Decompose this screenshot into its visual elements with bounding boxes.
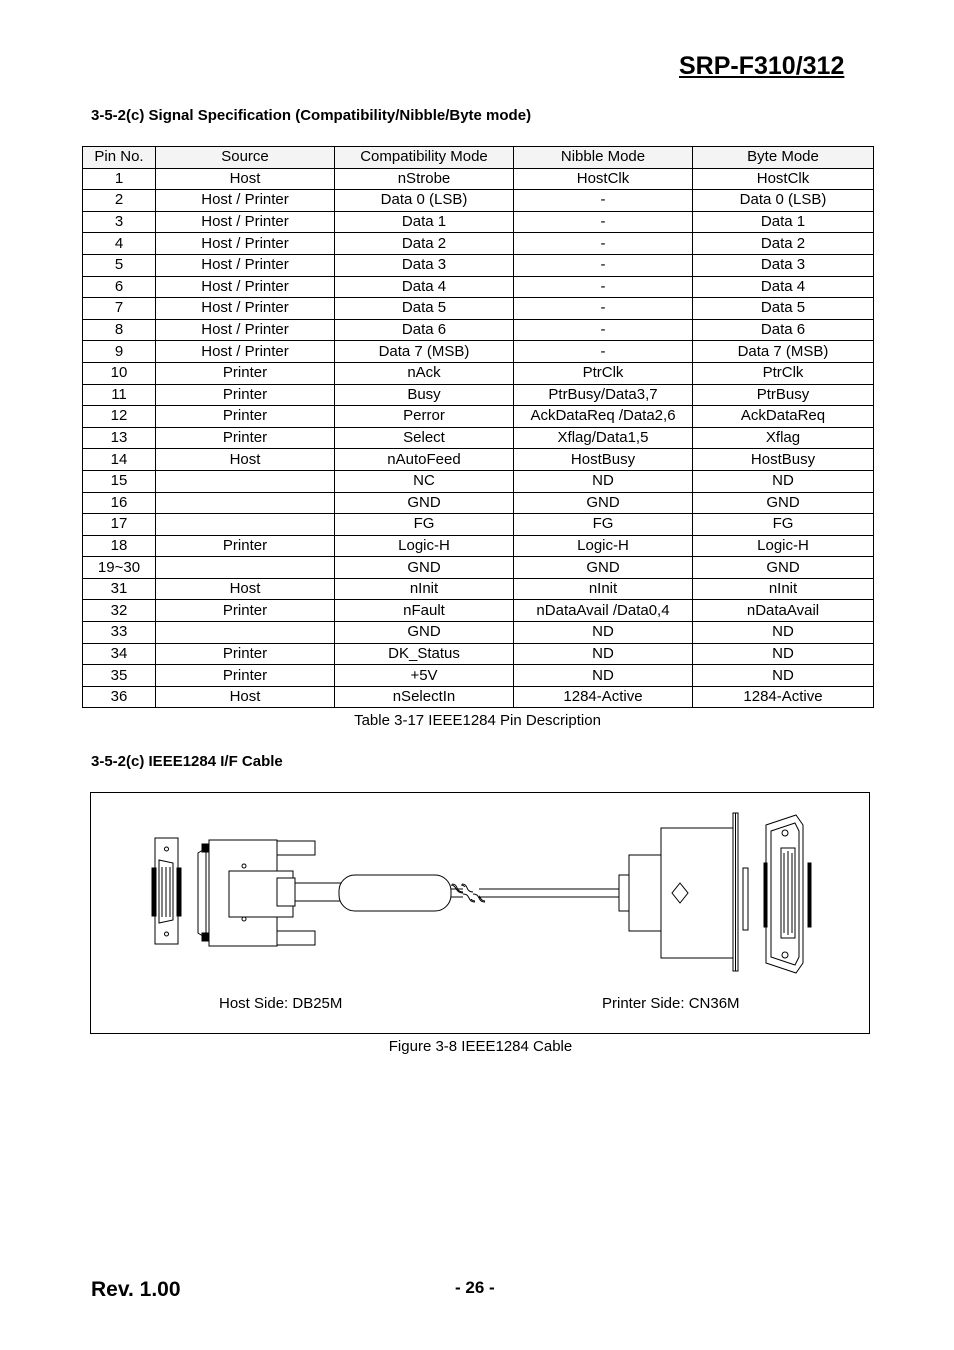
- cell-nibble-mode: PtrClk: [514, 362, 693, 384]
- cell-pin-no: 13: [83, 427, 156, 449]
- cell-nibble-mode: -: [514, 211, 693, 233]
- cell-compatibility-mode: Data 1: [335, 211, 514, 233]
- table-row: [83, 341, 874, 363]
- cell-pin-no: 10: [83, 362, 156, 384]
- table-row: [83, 319, 874, 341]
- cell-compatibility-mode: Busy: [335, 384, 514, 406]
- cell-pin-no: 35: [83, 665, 156, 687]
- cell-compatibility-mode: FG: [335, 514, 514, 536]
- table-row: [83, 514, 874, 536]
- cn36-face-icon: [764, 815, 811, 973]
- cell-nibble-mode: ND: [514, 470, 693, 492]
- cell-source: Host / Printer: [156, 341, 335, 363]
- cell-nibble-mode: -: [514, 319, 693, 341]
- cell-source: Host: [156, 578, 335, 600]
- cell-pin-no: 4: [83, 233, 156, 255]
- printer-side-label: Printer Side: CN36M: [602, 995, 740, 1012]
- revision-label: Rev. 1.00: [91, 1278, 181, 1301]
- cell-byte-mode: Data 5: [693, 298, 874, 320]
- cell-nibble-mode: -: [514, 276, 693, 298]
- cell-pin-no: 8: [83, 319, 156, 341]
- cell-pin-no: 32: [83, 600, 156, 622]
- cell-pin-no: 36: [83, 686, 156, 708]
- cell-compatibility-mode: GND: [335, 557, 514, 579]
- cell-compatibility-mode: nSelectIn: [335, 686, 514, 708]
- cell-compatibility-mode: Logic-H: [335, 535, 514, 557]
- figure-caption: Figure 3-8 IEEE1284 Cable: [388, 1038, 573, 1055]
- cell-byte-mode: ND: [693, 665, 874, 687]
- table-row: [83, 298, 874, 320]
- pin-description-table: [82, 146, 874, 708]
- cell-compatibility-mode: nInit: [335, 578, 514, 600]
- db25-face-icon: [152, 838, 181, 944]
- table-row: [83, 168, 874, 190]
- cell-source: Printer: [156, 362, 335, 384]
- cell-compatibility-mode: nAck: [335, 362, 514, 384]
- cell-source: Printer: [156, 600, 335, 622]
- table-row: [83, 190, 874, 212]
- cell-compatibility-mode: Data 3: [335, 254, 514, 276]
- table-body: [83, 168, 874, 708]
- cell-pin-no: 18: [83, 535, 156, 557]
- cell-byte-mode: AckDataReq: [693, 406, 874, 428]
- cell-pin-no: 11: [83, 384, 156, 406]
- cell-compatibility-mode: Select: [335, 427, 514, 449]
- cell-nibble-mode: -: [514, 254, 693, 276]
- cell-pin-no: 17: [83, 514, 156, 536]
- cell-source: Printer: [156, 665, 335, 687]
- table-row: [83, 470, 874, 492]
- cell-byte-mode: Data 0 (LSB): [693, 190, 874, 212]
- table-row: [83, 535, 874, 557]
- cell-pin-no: 3: [83, 211, 156, 233]
- cell-nibble-mode: -: [514, 190, 693, 212]
- host-side-label: Host Side: DB25M: [219, 995, 343, 1012]
- cell-source: Printer: [156, 643, 335, 665]
- cell-compatibility-mode: Data 7 (MSB): [335, 341, 514, 363]
- cell-pin-no: 1: [83, 168, 156, 190]
- cell-nibble-mode: 1284-Active: [514, 686, 693, 708]
- cell-nibble-mode: nInit: [514, 578, 693, 600]
- cell-source: Printer: [156, 384, 335, 406]
- cell-nibble-mode: Xflag/Data1,5: [514, 427, 693, 449]
- column-header-compatibility-mode: Compatibility Mode: [335, 147, 514, 169]
- cell-nibble-mode: -: [514, 298, 693, 320]
- cell-compatibility-mode: nStrobe: [335, 168, 514, 190]
- cell-byte-mode: Logic-H: [693, 535, 874, 557]
- cell-byte-mode: nInit: [693, 578, 874, 600]
- cell-byte-mode: Data 6: [693, 319, 874, 341]
- cell-compatibility-mode: Data 6: [335, 319, 514, 341]
- cell-source: [156, 514, 335, 536]
- cell-compatibility-mode: Data 5: [335, 298, 514, 320]
- table-row: [83, 492, 874, 514]
- table-caption: Table 3-17 IEEE1284 Pin Description: [354, 712, 601, 729]
- cell-byte-mode: GND: [693, 492, 874, 514]
- cell-pin-no: 12: [83, 406, 156, 428]
- cell-source: Host: [156, 686, 335, 708]
- page-number: - 26 -: [455, 1278, 495, 1297]
- cell-source: Printer: [156, 535, 335, 557]
- column-header-source: Source: [156, 147, 335, 169]
- cell-pin-no: 14: [83, 449, 156, 471]
- table-row: [83, 427, 874, 449]
- cell-pin-no: 5: [83, 254, 156, 276]
- cell-source: Host / Printer: [156, 211, 335, 233]
- table-row: [83, 449, 874, 471]
- cell-pin-no: 34: [83, 643, 156, 665]
- table-header-row: [83, 147, 874, 169]
- cell-source: Host / Printer: [156, 276, 335, 298]
- document-title: SRP-F310/312: [679, 52, 845, 80]
- cell-pin-no: 19~30: [83, 557, 156, 579]
- cell-source: [156, 470, 335, 492]
- cable-illustration: [91, 793, 871, 1035]
- cell-nibble-mode: HostClk: [514, 168, 693, 190]
- cell-nibble-mode: FG: [514, 514, 693, 536]
- cell-source: Host / Printer: [156, 233, 335, 255]
- table-row: [83, 276, 874, 298]
- cell-pin-no: 33: [83, 622, 156, 644]
- section-heading-cable: 3-5-2(c) IEEE1284 I/F Cable: [91, 753, 283, 770]
- cell-byte-mode: Xflag: [693, 427, 874, 449]
- cell-pin-no: 7: [83, 298, 156, 320]
- cell-nibble-mode: -: [514, 233, 693, 255]
- column-header-pin-no: Pin No.: [83, 147, 156, 169]
- cell-byte-mode: FG: [693, 514, 874, 536]
- cell-source: Printer: [156, 406, 335, 428]
- cell-compatibility-mode: NC: [335, 470, 514, 492]
- cell-source: [156, 492, 335, 514]
- cell-nibble-mode: ND: [514, 643, 693, 665]
- cell-pin-no: 16: [83, 492, 156, 514]
- cell-byte-mode: Data 4: [693, 276, 874, 298]
- table-row: [83, 211, 874, 233]
- cell-compatibility-mode: Data 4: [335, 276, 514, 298]
- cell-byte-mode: ND: [693, 643, 874, 665]
- cell-nibble-mode: GND: [514, 492, 693, 514]
- cell-source: [156, 622, 335, 644]
- cell-byte-mode: Data 2: [693, 233, 874, 255]
- cell-compatibility-mode: nFault: [335, 600, 514, 622]
- table-row: [83, 384, 874, 406]
- cell-byte-mode: Data 3: [693, 254, 874, 276]
- cell-nibble-mode: Logic-H: [514, 535, 693, 557]
- cell-source: Host / Printer: [156, 254, 335, 276]
- cell-byte-mode: Data 1: [693, 211, 874, 233]
- cell-compatibility-mode: GND: [335, 492, 514, 514]
- cell-byte-mode: HostClk: [693, 168, 874, 190]
- cell-compatibility-mode: Data 2: [335, 233, 514, 255]
- cell-compatibility-mode: GND: [335, 622, 514, 644]
- table-row: [83, 622, 874, 644]
- cell-compatibility-mode: DK_Status: [335, 643, 514, 665]
- cell-nibble-mode: PtrBusy/Data3,7: [514, 384, 693, 406]
- table-row: [83, 362, 874, 384]
- cell-compatibility-mode: +5V: [335, 665, 514, 687]
- cell-source: Host: [156, 168, 335, 190]
- cell-source: Host / Printer: [156, 319, 335, 341]
- cell-byte-mode: Data 7 (MSB): [693, 341, 874, 363]
- table-row: [83, 686, 874, 708]
- cell-compatibility-mode: Data 0 (LSB): [335, 190, 514, 212]
- cell-nibble-mode: HostBusy: [514, 449, 693, 471]
- cell-nibble-mode: nDataAvail /Data0,4: [514, 600, 693, 622]
- cell-byte-mode: nDataAvail: [693, 600, 874, 622]
- table-row: [83, 643, 874, 665]
- cell-source: [156, 557, 335, 579]
- cell-compatibility-mode: nAutoFeed: [335, 449, 514, 471]
- cell-source: Host / Printer: [156, 190, 335, 212]
- section-heading-signal-spec: 3-5-2(c) Signal Specification (Compatibility/Nibble/Byte mode): [91, 107, 532, 124]
- cell-compatibility-mode: Perror: [335, 406, 514, 428]
- cell-byte-mode: ND: [693, 622, 874, 644]
- table-row: [83, 578, 874, 600]
- cn36-connector-icon: [619, 813, 748, 971]
- cell-pin-no: 31: [83, 578, 156, 600]
- cell-nibble-mode: ND: [514, 665, 693, 687]
- cell-pin-no: 9: [83, 341, 156, 363]
- cell-nibble-mode: -: [514, 341, 693, 363]
- cell-source: Host / Printer: [156, 298, 335, 320]
- cell-byte-mode: GND: [693, 557, 874, 579]
- cell-nibble-mode: ND: [514, 622, 693, 644]
- column-header-byte-mode: Byte Mode: [693, 147, 874, 169]
- table-row: [83, 557, 874, 579]
- cell-byte-mode: PtrBusy: [693, 384, 874, 406]
- cell-source: Printer: [156, 427, 335, 449]
- cell-byte-mode: 1284-Active: [693, 686, 874, 708]
- cell-byte-mode: HostBusy: [693, 449, 874, 471]
- table-row: [83, 233, 874, 255]
- cable-figure: [90, 792, 870, 1034]
- cell-nibble-mode: AckDataReq /Data2,6: [514, 406, 693, 428]
- cell-pin-no: 15: [83, 470, 156, 492]
- table-row: [83, 254, 874, 276]
- cell-pin-no: 2: [83, 190, 156, 212]
- cell-source: Host: [156, 449, 335, 471]
- table-row: [83, 406, 874, 428]
- cell-byte-mode: PtrClk: [693, 362, 874, 384]
- table-row: [83, 600, 874, 622]
- column-header-nibble-mode: Nibble Mode: [514, 147, 693, 169]
- cell-nibble-mode: GND: [514, 557, 693, 579]
- cable-icon: [339, 875, 631, 911]
- cell-pin-no: 6: [83, 276, 156, 298]
- table-row: [83, 665, 874, 687]
- db25-connector-icon: [198, 840, 341, 946]
- cell-byte-mode: ND: [693, 470, 874, 492]
